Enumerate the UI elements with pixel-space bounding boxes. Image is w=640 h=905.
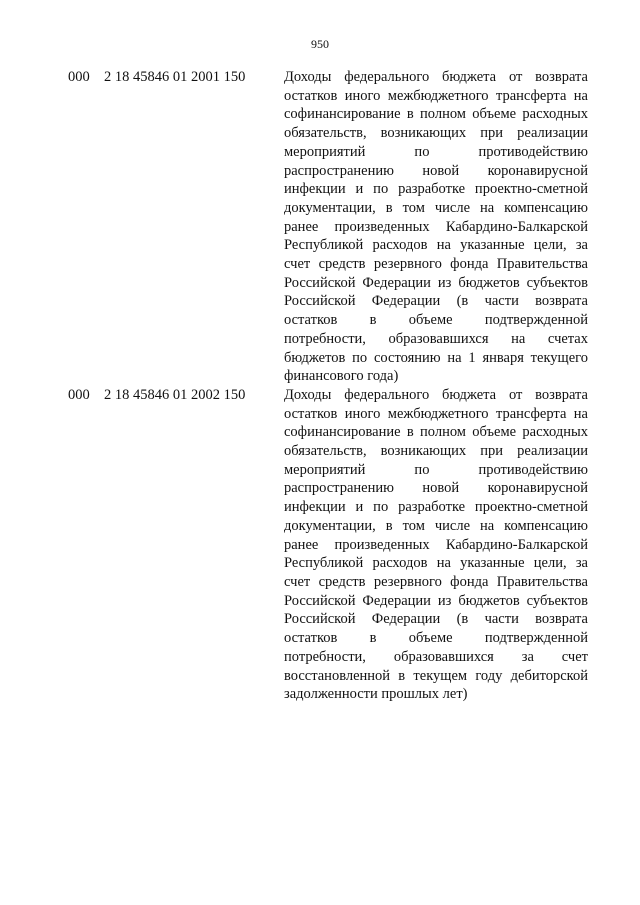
description-line: инфекции и по разработке проектно-сметной — [284, 181, 588, 198]
description-line: обязательств, возникающих при реализации — [284, 443, 588, 460]
description-line: остатков в объеме подтвержденной — [284, 312, 588, 329]
description-line: бюджетов по состоянию на 1 января текущего — [284, 349, 588, 366]
description-line: потребности, образовавшихся на счетах — [284, 330, 588, 347]
description-line: инфекции и по разработке проектно-сметной — [284, 499, 588, 516]
description-line: Российской Федерации из бюджетов субъектов — [284, 592, 588, 609]
entry-description — [284, 68, 588, 386]
description-line: счет средств резервного фонда Правительства — [284, 256, 588, 273]
budget-code-entry — [0, 386, 640, 704]
description-line: софинансирование в полном объеме расходных — [284, 424, 588, 441]
description-line: Республикой расходов на указанные цели, за — [284, 237, 588, 254]
description-line: Республикой расходов на указанные цели, за — [284, 555, 588, 572]
description-line: счет средств резервного фонда Правительства — [284, 573, 588, 590]
entry-description — [284, 386, 588, 704]
description-line: Доходы федерального бюджета от возврата — [284, 386, 588, 403]
budget-classification-code: 2 18 45846 01 2001 150 — [104, 69, 246, 85]
description-line: распространению новой коронавирусной — [284, 162, 588, 179]
description-line: Российской Федерации (в части возврата — [284, 293, 588, 310]
description-line: остатков иного межбюджетного трансферта на — [284, 405, 588, 422]
description-line: Российской Федерации из бюджетов субъектов — [284, 274, 588, 291]
description-line: задолженности прошлых лет) — [284, 686, 468, 703]
description-line: потребности, образовавшихся за счет — [284, 648, 588, 665]
page-number: 950 — [311, 37, 329, 51]
budget-classification-code: 2 18 45846 01 2002 150 — [104, 386, 246, 403]
admin-code: 000 — [68, 69, 90, 85]
description-line: мероприятий по противодействию — [284, 143, 588, 160]
description-line: Доходы федерального бюджета от возврата — [284, 69, 588, 85]
description-line: распространению новой коронавирусной — [284, 480, 588, 497]
description-line: финансового года) — [284, 368, 399, 385]
description-line: мероприятий по противодействию — [284, 461, 588, 478]
admin-code: 000 — [68, 386, 90, 403]
budget-code-list — [0, 68, 640, 704]
description-line: софинансирование в полном объеме расходных — [284, 106, 588, 123]
description-line: Российской Федерации (в части возврата — [284, 611, 588, 628]
description-line: документации, в том числе на компенсацию — [284, 517, 588, 534]
description-line: документации, в том числе на компенсацию — [284, 199, 588, 216]
description-line: остатков в объеме подтвержденной — [284, 630, 588, 647]
description-line: восстановленной в текущем году дебиторской — [284, 667, 588, 684]
description-line: обязательств, возникающих при реализации — [284, 125, 588, 142]
budget-code-entry — [0, 68, 640, 386]
description-line: ранее произведенных Кабардино-Балкарской — [284, 536, 588, 553]
description-line: остатков иного межбюджетного трансферта на — [284, 87, 588, 104]
description-line: ранее произведенных Кабардино-Балкарской — [284, 218, 588, 235]
